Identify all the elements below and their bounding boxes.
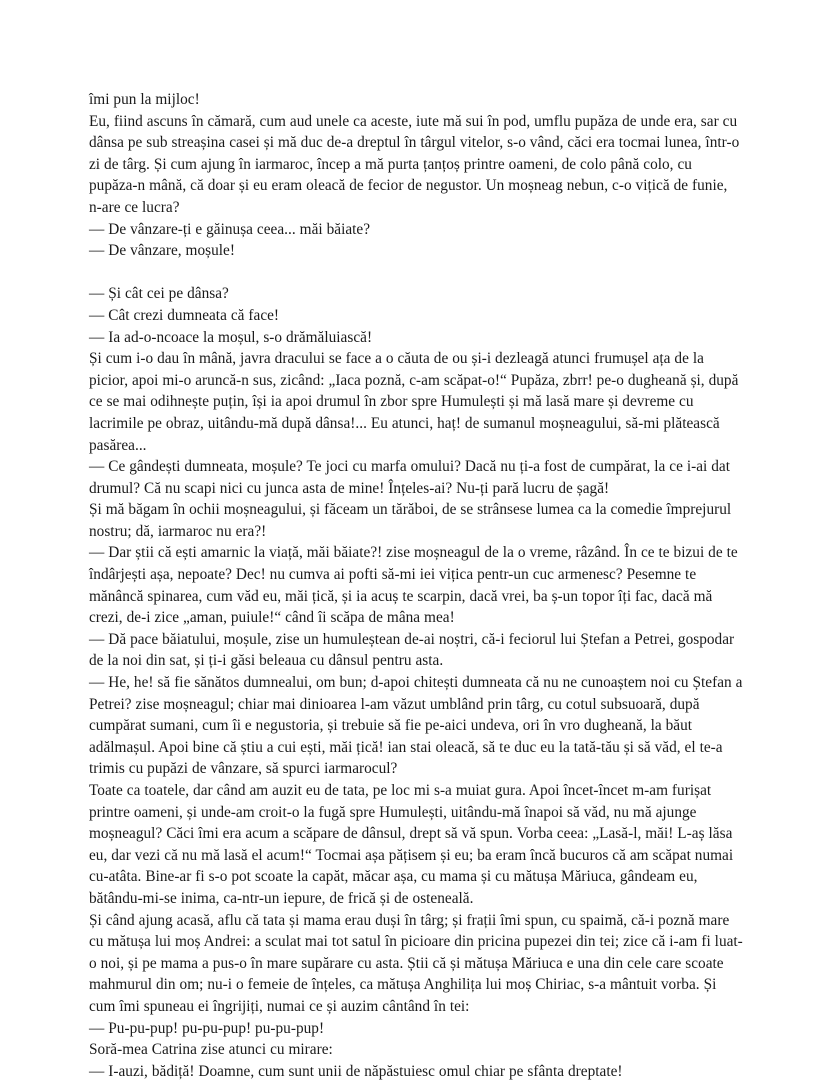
body-paragraph: îmi pun la mijloc!: [89, 91, 200, 108]
body-paragraph: — Pu-pu-pup! pu-pu-pup! pu-pu-pup!: [89, 1019, 325, 1037]
body-paragraph: Și mă băgam în ochii moșneagului, și făceam un tărăboi, de se strânsese lumea ca la comedie împrejurul nostru; dă, iarmaroc nu era?!: [89, 501, 732, 540]
body-paragraph: — I-auzi, bădiță! Doamne, cum sunt unii de năpăstuiesc omul chiar pe sfânta dreptate!: [89, 1062, 623, 1080]
body-paragraph: — Dar știi că ești amarnic la viață, măi băiate?! zise moșneagul de la o vreme, râzând. În ce te bizui de te îndârjești așa, nepoate? Dec! nu cumva ai pofti să-mi iei vițica pentr-un cuc armenesc? Pesemne te mănâncă spinarea, cum văd eu, măi țică, și ia acuș te scarpin, dacă vrei, ba ș-un topor îți fac, dacă mă crezi, de-i zice „aman, puiule!“ când îi scăpa de mâna mea!: [89, 544, 738, 627]
body-paragraph: — Ce gândești dumneata, moșule? Te joci cu marfa omului? Dacă nu ți-a fost de cumpărat, la ce i-ai dat drumul? Că nu scapi nici cu junca asta de mine! Înțeles-ai? Nu-ți pară lucru de șagă!: [89, 458, 730, 497]
body-paragraph: — De vânzare-ți e găinușa ceea... măi băiate?: [89, 220, 371, 238]
body-paragraph: Și când ajung acasă, aflu că tata și mama erau duși în târg; și frații îmi spun, cu spaimă, că-i poznă mare cu mătușa lui moș Andrei: a sculat mai tot satul în picioare din pricina pupezei din tei; zice că i-am fi luat-o noi, și pe mama a pus-o în mare supărare cu asta. Știi că și mătușa Măriuca e una din cele care scoate mahmurul din om; nu-i o femeie de înțeles, ca mătușa Anghilița lui moș Chiriac, s-a mântuit vorba. Și cum îmi spuneau ei îngrijiți, numai ce și auzim cântând în tei:: [89, 911, 743, 1015]
body-paragraph: — De vânzare, moșule!: [89, 242, 235, 260]
body-paragraph: — He, he! să fie sănătos dumnealui, om bun; d-apoi chitești dumneata că nu ne cunoaștem noi cu Ștefan a Petrei? zise moșneagul; chiar mai dinioarea l-am văzut umblând prin târg, cu cotul subsuoară, după cumpărat sumani, cum îi e negustoria, și trebuie să fie pe-aici undeva, ori în vro dugheană, la băut adălmașul. Apoi bine că știu a cui ești, măi țică! ian stai oleacă, să te duc eu la tată-tău și să văd, el te-a trimis cu pupăzi de vânzare, să spurci iarmarocul?: [89, 674, 743, 778]
body-paragraph: — Cât crezi dumneata că face!: [89, 306, 280, 324]
body-paragraph: — Și cât cei pe dânsa?: [89, 285, 229, 303]
body-paragraph: Soră-mea Catrina zise atunci cu mirare:: [89, 1041, 333, 1059]
blank-line: [89, 262, 743, 284]
body-paragraph: — Dă pace băiatului, moșule, zise un humuleștean de-ai noștri, că-i feciorul lui Ștefan a Petrei, gospodar de la noi din sat, și ți-i găsi beleaua cu dânsul pentru asta.: [89, 630, 735, 670]
body-paragraph: Toate ca toatele, dar când am auzit eu de tata, pe loc mi s-a muiat gura. Apoi încet-încet m-am furișat printre oameni, și unde-am croit-o la fugă spre Humulești, uitându-mă înapoi să văd, nu mă ajunge moșneagul? Căci îmi era acum a scăpare de dânsul, drept să vă spun. Vorba ceea: „Lasă-l, măi! L-aș lăsa eu, dar vezi că nu mă lasă el acum!“ Tocmai așa pățisem și eu; ba eram încă bucuros că am scăpat numai cu-atâta. Bine-ar fi s-o pot scoate la capăt, măcar așa, cu mama și cu mătușa Măriuca, gândeam eu, bătându-mi-se inima, ca-ntr-un iepure, de frică și de osteneală.: [89, 782, 734, 907]
body-paragraph: — Ia ad-o-ncoace la moșul, s-o drămăluiască!: [89, 328, 373, 346]
body-paragraph: Și cum i-o dau în mână, javra dracului se face a o căuta de ou și-i dezleagă atunci frumușel ața de la picior, apoi mi-o aruncă-n sus, zicând: „Iaca poznă, c-am scăpat-o!“ Pupăza, zbrr! pe-o dugheană și, după ce se mai odihnește puțin, își ia apoi drumul în zbor spre Humulești și mă lasă mare și devreme cu lacrimile pe obraz, uitându-mă după dânsa!... Eu atunci, haț! de sumanul moșneagului, să-mi plătească pasărea...: [89, 350, 739, 454]
body-text-block: [89, 89, 743, 1082]
body-paragraph: Eu, fiind ascuns în cămară, cum aud unele ca aceste, iute mă sui în pod, umflu pupăza de unde era, sar cu dânsa pe sub streașina casei și mă duc de-a dreptul în târgul vitelor, s-o vând, căci era tocmai lunea, într-o zi de târg. Și cum ajung în iarmaroc, încep a mă purta țanțoș printre oameni, de colo până colo, cu pupăza-n mână, că doar și eu eram oleacă de fecior de negustor. Un moșneag nebun, c-o vițică de funie, n-are ce lucra?: [89, 112, 740, 216]
